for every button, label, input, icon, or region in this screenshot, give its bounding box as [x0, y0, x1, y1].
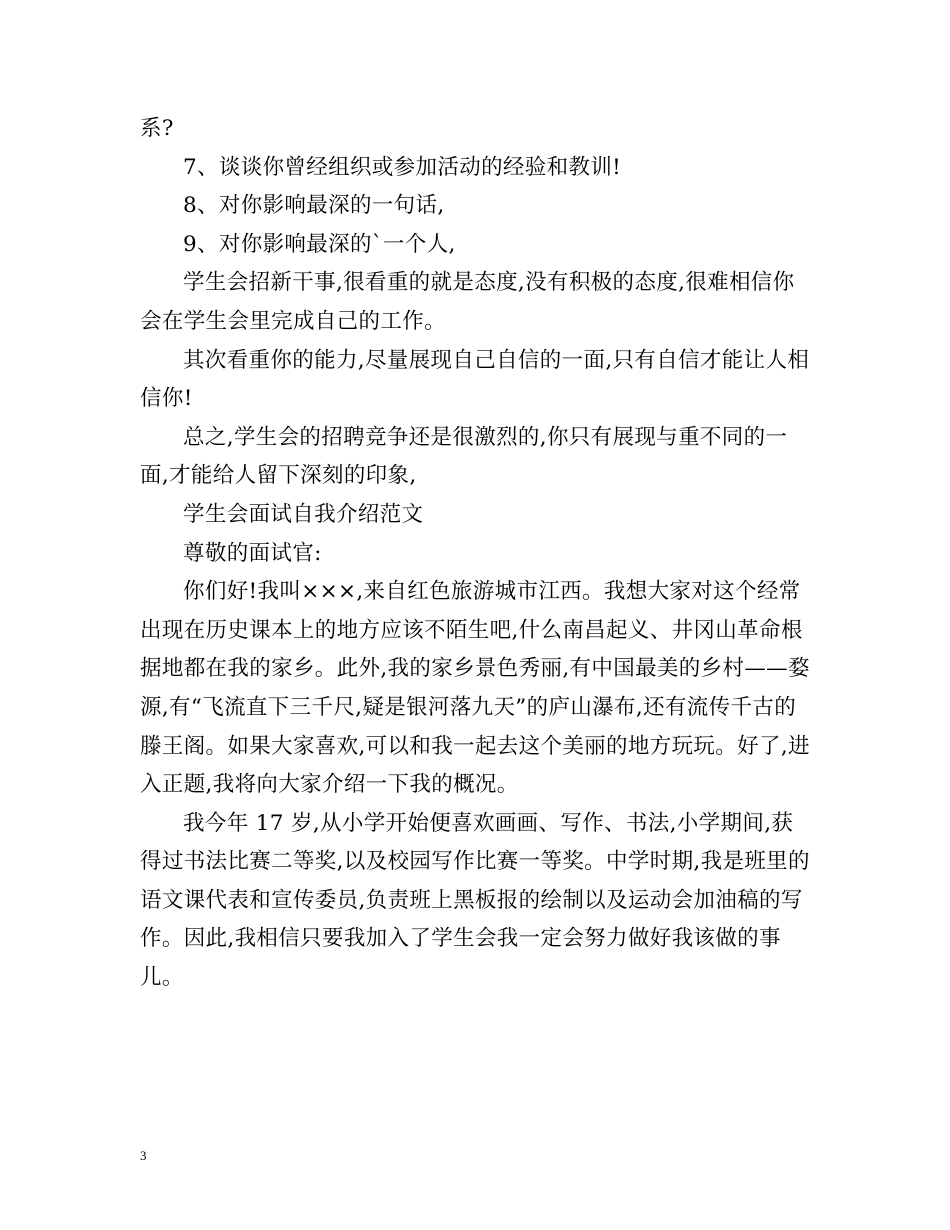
section-heading: 学生会面试自我介绍范文: [183, 501, 424, 527]
paragraph: 我今年 17 岁,从小学开始便喜欢画画、写作、书法,小学期间,获得过书法比赛二等奖,以及校园写作比赛一等奖。中学时期,我是班里的语文课代表和宣传委员,负责班上黑板报的绘制以及运动会加油稿的写作。因此,我相信只要我加入了学生会我一定会努力做好我该做的事儿。: [140, 810, 810, 991]
salutation: 尊敬的面试官:: [183, 540, 322, 566]
page-number: 3: [140, 1148, 147, 1163]
paragraph: 学生会招新干事,很看重的就是态度,没有积极的态度,很难相信你会在学生会里完成自己的工作。: [140, 270, 795, 334]
document-body: [140, 110, 812, 998]
paragraph: 9、对你影响最深的`一个人,: [183, 231, 456, 257]
paragraph: 系?: [140, 116, 174, 141]
paragraph: 8、对你影响最深的一句话,: [183, 193, 445, 219]
paragraph: 你们好!我叫×××,来自红色旅游城市江西。我想大家对这个经常出现在历史课本上的地方应该不陌生吧,什么南昌起义、井冈山革命根据地都在我的家乡。此外,我的家乡景色秀丽,有中国最美的乡村——婺源,有“飞流直下三千尺,疑是银河落九天”的庐山瀑布,还有流传千古的滕王阁。如果大家喜欢,可以和我一起去这个美丽的地方玩玩。好了,进入正题,我将向大家介绍一下我的概况。: [140, 579, 810, 798]
paragraph: 7、谈谈你曾经组织或参加活动的经验和教训!: [183, 154, 622, 180]
paragraph: 其次看重你的能力,尽量展现自己自信的一面,只有自信才能让人相信你!: [140, 347, 810, 412]
paragraph: 总之,学生会的招聘竞争还是很激烈的,你只有展现与重不同的一面,才能给人留下深刻的印象,: [140, 424, 788, 489]
